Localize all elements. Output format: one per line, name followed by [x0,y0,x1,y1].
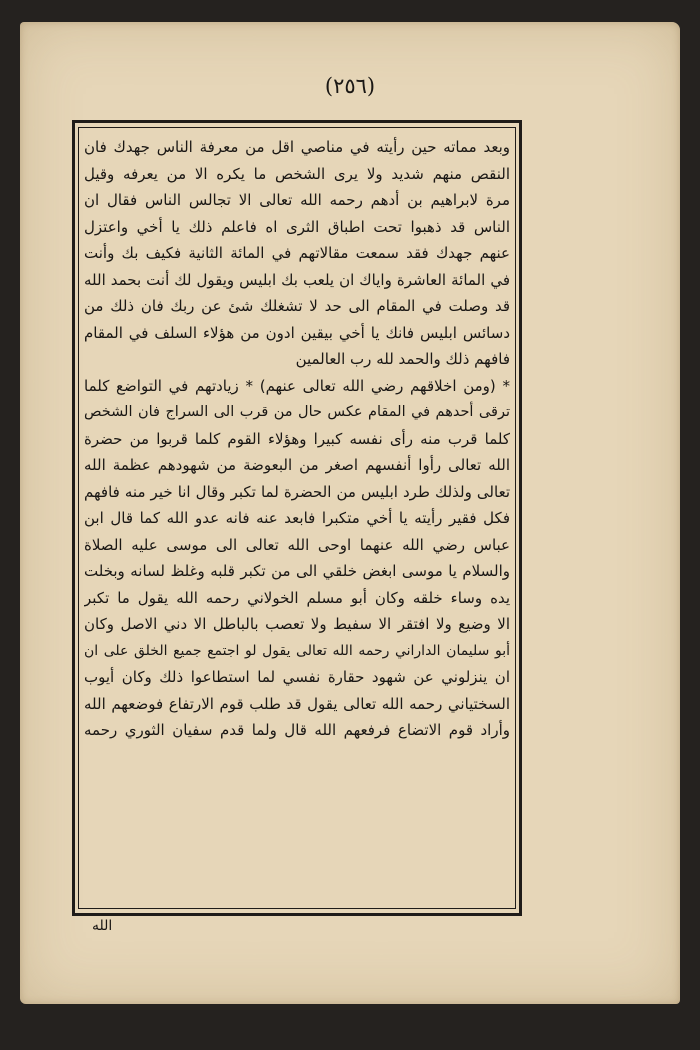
text-line: النقص منهم شديد ولا يرى الشخص ما يكره الا من يعرفه وقيل [84,164,510,183]
text-line: الا وضيع ولا افتقر الا سفيط ولا تعصب بالباطل الا دني الاصل وكان [84,615,510,633]
page-number: (٢٥٦) [324,74,376,98]
text-line: وأراد قوم الاتضاع فرفعهم الله قال ولما قدم سفيان الثوري رحمه [84,721,510,739]
text-line: قد وصلت في المقام الى حد لا تشغلك شئ عن ربك فان ذلك من [84,297,510,315]
text-line: وبعد مماته حين رأيته في مناصي اقل من معرفة الناس جهدك فان [84,138,510,156]
text-line: كلما قرب منه رأى نفسه كبيرا وهؤلاء القوم كلما قربوا من حضرة [84,429,510,448]
body-text [84,134,510,904]
text-line: الناس قد ذهبوا تحت اطباق الثرى اه فاعلم ذلك يا أخي واعتزل [84,217,510,236]
text-line: عباس رضي الله عنهما اوحى الله تعالى الى موسى عليه الصلاة [84,535,510,554]
text-line: فكل فقير رأيته يا أخي متكبرا فابعد عنه فانه عدو الله كما قال ابن [84,509,510,527]
text-line: ان ينزلوني عن شهود حقارة نفسي لما استطاعوا ذلك وكان أيوب [84,668,510,686]
text-line: أبو سليمان الداراني رحمه الله تعالى يقول لو اجتمع جميع الخلق على ان [84,642,510,659]
text-line: والسلام يا موسى ابغض خلقي الى من تكبر قلبه وغلظ لسانه وبخلت [84,562,510,580]
text-line: فافهم ذلك والحمد لله رب العالمين [295,350,510,368]
text-line: يده وساء خلقه وكان أبو مسلم الخولاني رحمه الله يقول ما تكبر [84,588,510,607]
text-line: تعالى ولذلك طرد ابليس من الحضرة لما تكبر وقال انا خير منه فافهم [84,482,510,501]
catchword: الله [92,918,113,934]
text-line: ترقى أحدهم في المقام عكس حال من قرب الى السراج فان الشخص [84,404,510,420]
text-line: السختياني رحمه الله تعالى يقول قد طلب قوم الارتفاع فوضعهم الله [84,694,510,713]
text-line: مرة لابراهيم بن أدهم رحمه الله تعالى الا تجالس الناس فقال ان [84,191,510,209]
text-line: عنهم جهدك فقد سمعت مقالاتهم في المائة الثانية فكيف بك وأنت [84,244,510,262]
text-line: الله تعالى رأوا أنفسهم اصغر من البعوضة من شهودهم عظمة الله [84,456,510,474]
text-line: * (ومن اخلاقهم رضي الله تعالى عنهم) * زيادتهم في التواضع كلما [84,376,510,395]
text-line: دسائس ابليس فانك يا أخي بيقين ادون من هؤلاء السلف في المقام [84,323,510,342]
text-line: في المائة العاشرة واياك ان يلعب بك ابليس ويقول لك أنت بحمد الله [84,270,510,289]
